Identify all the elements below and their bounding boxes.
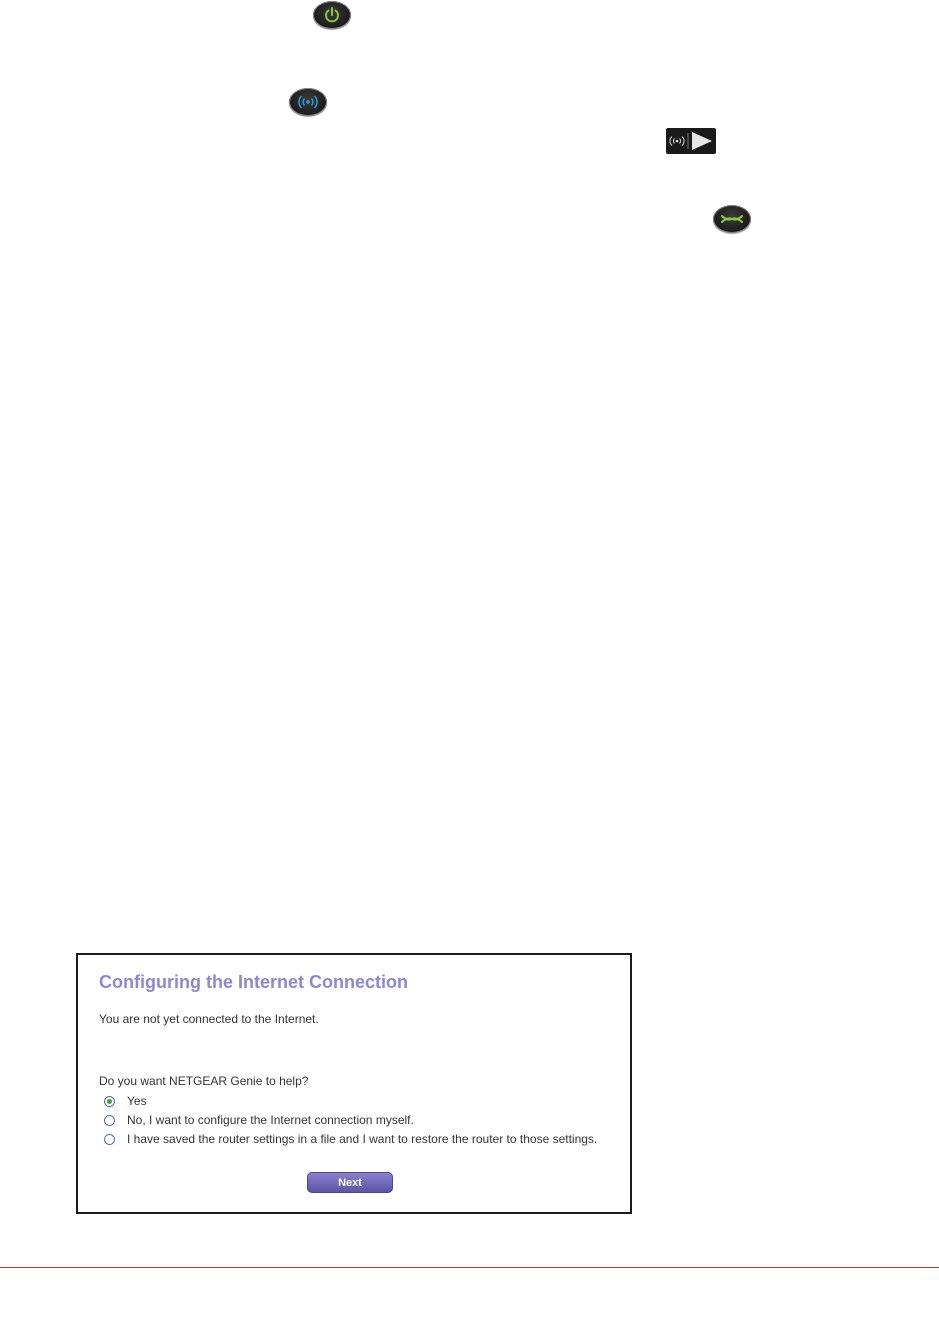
next-button[interactable]: Next [307,1172,393,1193]
option-label: I have saved the router settings in a file and I want to restore the router to those settings. [127,1132,598,1146]
footer-divider [0,1267,939,1268]
internet-setup-panel [76,953,632,1214]
wifi-icon [289,88,327,116]
option-label: Yes [127,1094,147,1108]
wps-wifi-button-icon [666,128,716,154]
internet-icon [713,205,751,233]
connection-status-text: You are not yet connected to the Internet. [99,1012,319,1026]
genie-help-question: Do you want NETGEAR Genie to help? [99,1074,309,1088]
option-yes[interactable] [104,1093,147,1109]
option-restore-settings[interactable] [104,1131,597,1147]
option-label: No, I want to configure the Internet connection myself. [127,1113,414,1127]
yes-radio[interactable] [104,1096,115,1107]
configure-myself-radio[interactable] [104,1115,115,1126]
option-configure-myself[interactable] [104,1112,414,1128]
power-icon [313,1,351,29]
panel-title: Configuring the Internet Connection [99,972,408,992]
restore-settings-radio[interactable] [104,1134,115,1145]
